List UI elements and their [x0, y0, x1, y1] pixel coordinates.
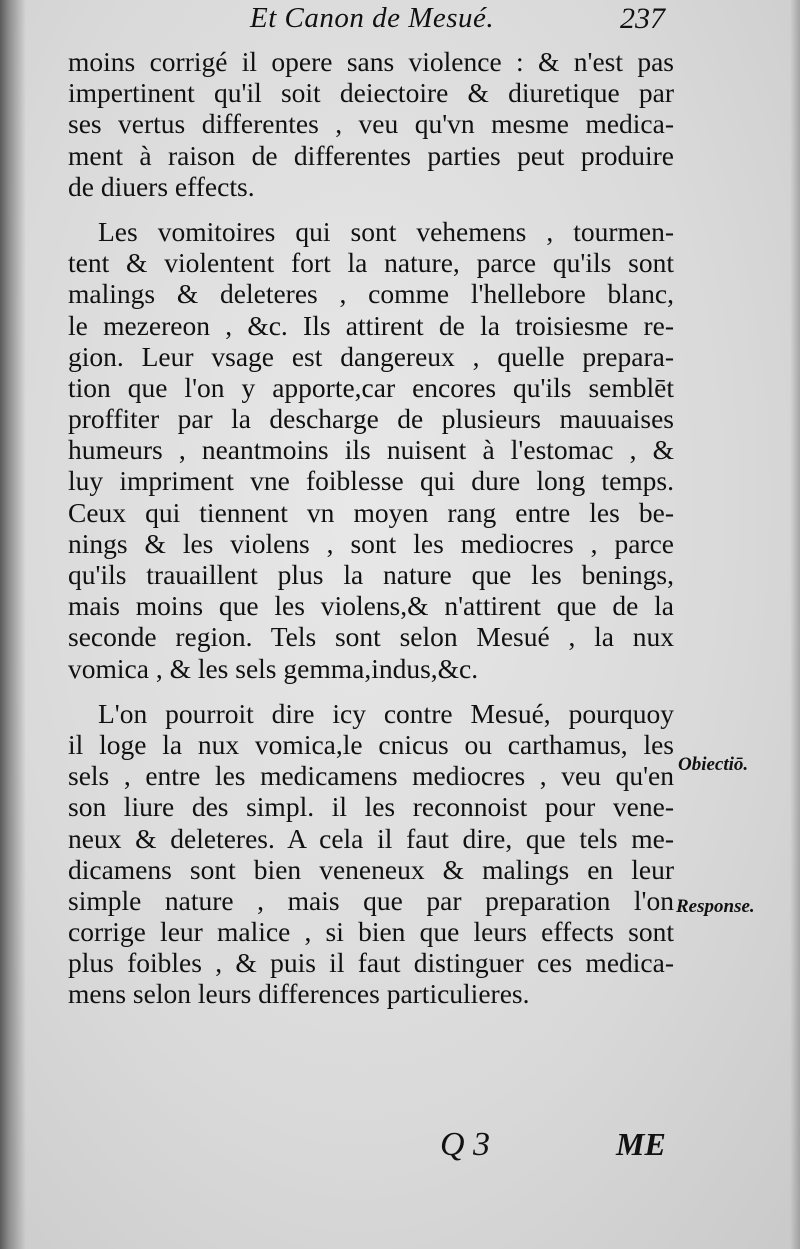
paragraph — [68, 698, 674, 1010]
text-line: tent & violentent fort la nature, parce qu'ils sont — [68, 247, 674, 279]
page-number: 237 — [620, 2, 665, 35]
page-edge-shadow — [790, 0, 800, 1249]
binding-gutter-shadow — [0, 0, 26, 1249]
text-line: Les vomitoires qui sont vehemens , tourmen- — [98, 215, 674, 247]
text-line: simple nature , mais que par preparation l'on — [68, 884, 674, 916]
margin-note-response: Response. — [676, 896, 755, 917]
text-line: tion que l'on y apporte,car encores qu'ils semblēt — [68, 371, 674, 403]
text-line: gion. Leur vsage est dangereux , quelle prepara- — [68, 340, 674, 372]
paragraph — [68, 46, 674, 202]
text-line: neux & deleteres. A cela il faut dire, que tels me- — [68, 822, 674, 854]
text-line: humeurs , neantmoins ils nuisent à l'estomac , & — [68, 434, 674, 466]
paragraph-spacer — [68, 202, 674, 216]
text-line: impertinent qu'il soit deiectoire & diuretique par — [68, 77, 674, 109]
text-line: malings & deleteres , comme l'hellebore blanc, — [68, 278, 674, 310]
text-line: mens selon leurs differences particulieres. — [68, 978, 530, 1010]
text-line: plus foibles , & puis il faut distinguer ces medica- — [68, 947, 674, 979]
text-line: sels , entre les medicamens mediocres , veu qu'en — [68, 760, 674, 792]
text-line: L'on pourroit dire icy contre Mesué, pourquoy — [98, 697, 674, 729]
text-line: corrige leur malice , si bien que leurs effects sont — [68, 916, 674, 948]
text-line: de diuers effects. — [68, 170, 255, 202]
text-line: qu'ils trauaillent plus la nature que les benings, — [68, 559, 674, 590]
text-line: vomica , & les sels gemma,indus,&c. — [68, 652, 479, 684]
text-line: luy impriment vne foiblesse qui dure long temps. — [68, 465, 674, 497]
text-line: ses vertus differentes , veu qu'vn mesme medica- — [68, 108, 674, 140]
running-head: Et Canon de Mesué. — [250, 2, 495, 34]
text-line: moins corrigé il opere sans violence : & n'est pas — [68, 46, 674, 77]
text-line: nings & les violens , sont les mediocres , parce — [68, 527, 674, 559]
text-line: dicamens sont bien veneneux & malings en leur — [68, 853, 674, 885]
text-line: proffiter par la descharge de plusieurs mauuaises — [68, 403, 674, 435]
margin-note-objection: Obiectiō. — [678, 754, 749, 775]
text-line: Ceux qui tiennent vn moyen rang entre les be- — [68, 496, 674, 528]
catchword: ME — [616, 1126, 666, 1162]
signature-mark: Q 3 — [440, 1126, 491, 1163]
text-line: ment à raison de differentes parties peut produire — [68, 139, 674, 171]
text-line: mais moins que les violens,& n'attirent que de la — [68, 590, 674, 622]
body-text — [68, 46, 674, 1010]
text-line: le mezereon , &c. Ils attirent de la troisiesme re- — [68, 309, 674, 341]
text-line: son liure des simpl. il les reconnoist pour vene- — [68, 791, 674, 823]
text-line: seconde region. Tels sont selon Mesué , la nux — [68, 621, 674, 653]
text-line: il loge la nux vomica,le cnicus ou carthamus, les — [68, 728, 674, 760]
paragraph-spacer — [68, 684, 674, 698]
paragraph — [68, 216, 674, 684]
